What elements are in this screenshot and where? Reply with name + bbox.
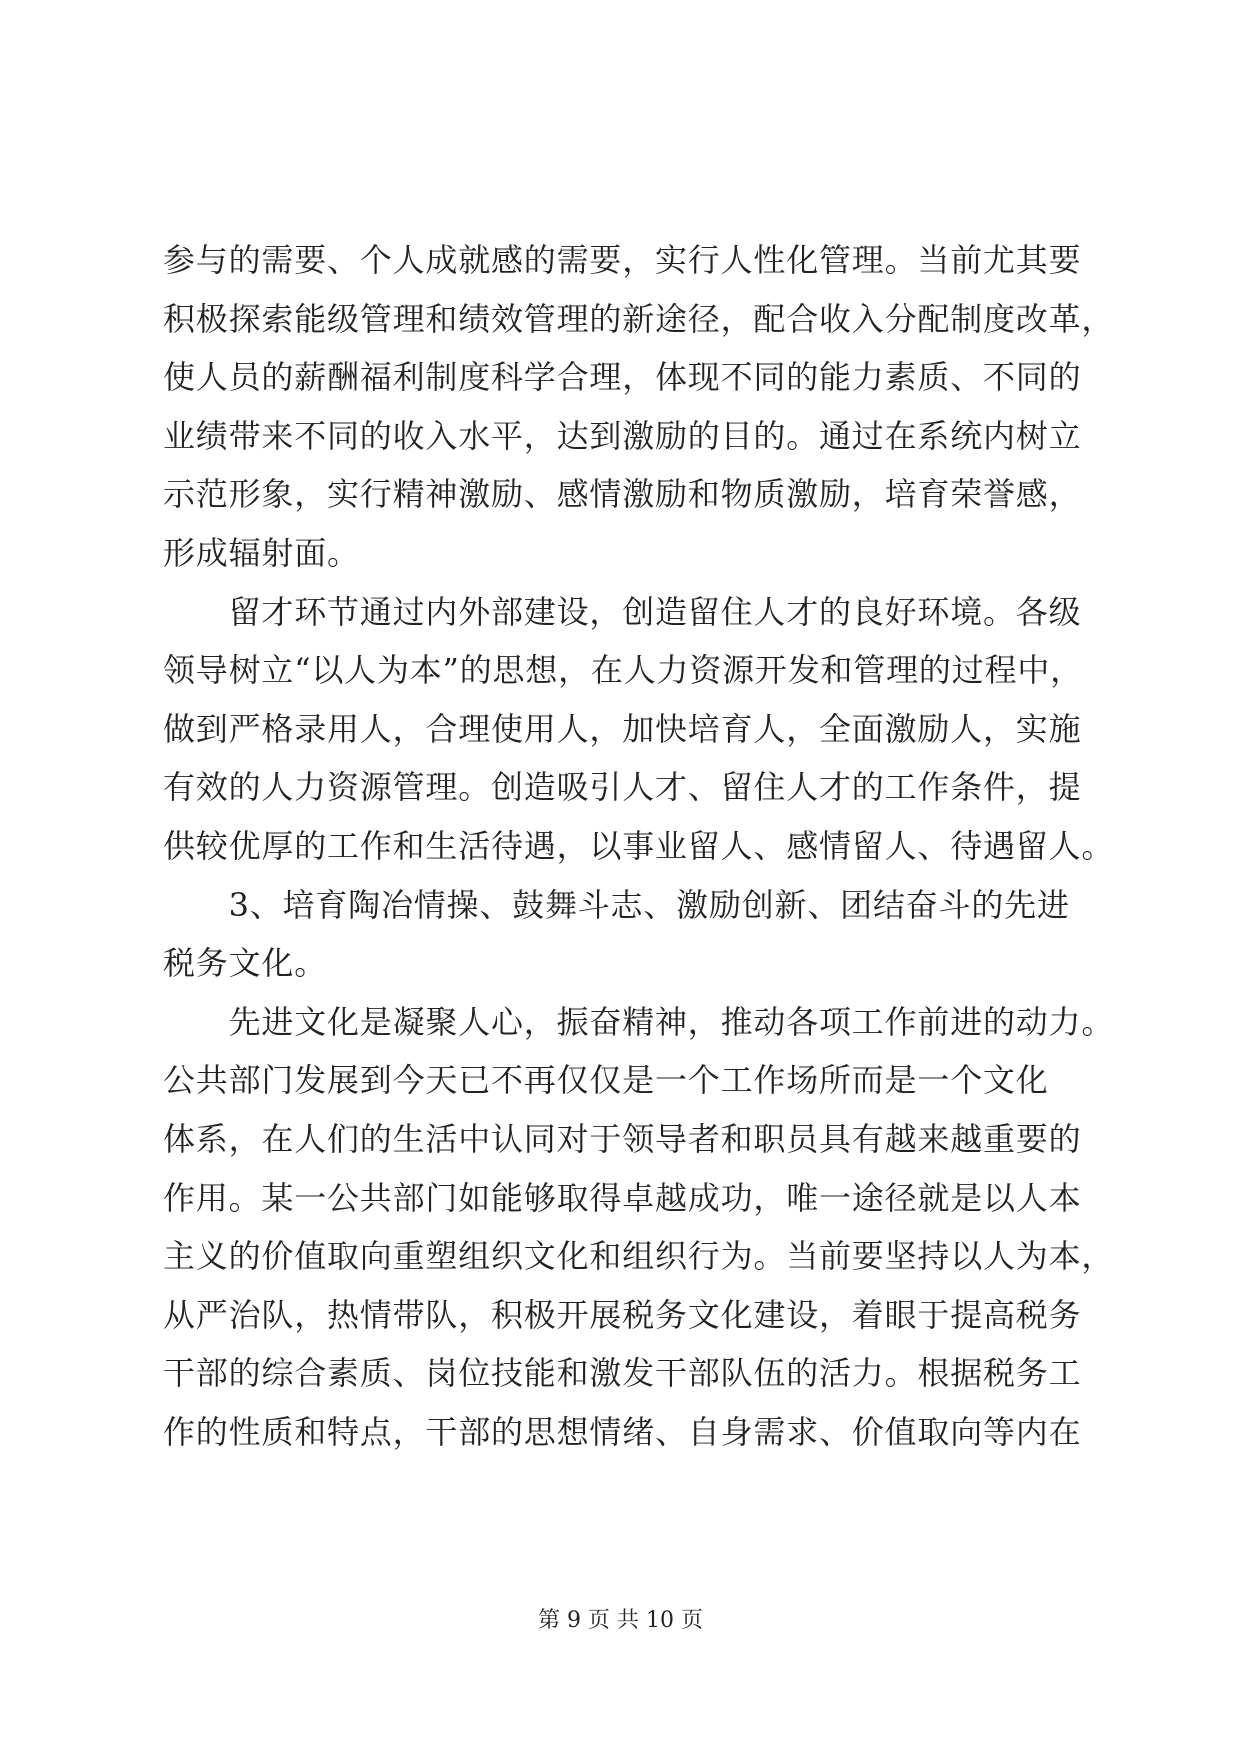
text-line: 有效的人力资源管理。创造吸引人才、留住人才的工作条件，提 [163,768,1082,807]
text-line: 参与的需要、个人成就感的需要，实行人性化管理。当前尤其要 [163,241,1082,279]
text-line: 先进文化是凝聚人心，振奋精神，推动各项工作前进的动力。 [163,1002,1115,1041]
text-line: 税务文化。 [163,944,328,983]
text-line: 供较优厚的工作和生活待遇，以事业留人、感情留人、待遇留人。 [163,826,1115,865]
page-number-footer: 第 9 页 共 10 页 [538,1608,703,1633]
text-line: 示范形象，实行精神激励、感情激励和物质激励，培育荣誉感， [163,475,1082,514]
text-line: 公共部门发展到今天已不再仅仅是一个工作场所而是一个文化 [163,1061,1049,1100]
text-line: 领导树立“以人为本”的思想，在人力资源开发和管理的过程中， [163,651,1083,690]
text-line: 留才环节通过内外部建设，创造留住人才的良好环境。各级 [163,592,1082,631]
text-line: 做到严格录用人，合理使用人，加快培育人，全面激励人，实施 [163,709,1082,748]
text-line: 使人员的薪酬福利制度科学合理，体现不同的能力素质、不同的 [163,358,1082,397]
text-line: 作的性质和特点，干部的思想情绪、自身需求、价值取向等内在 [163,1412,1082,1451]
text-line: 形成辐射面。 [163,533,360,572]
text-line: 积极探索能级管理和绩效管理的新途径，配合收入分配制度改革， [163,299,1115,338]
text-line: 主义的价值取向重塑组织文化和组织行为。当前要坚持以人为本， [163,1237,1115,1276]
text-line: 体系，在人们的生活中认同对于领导者和职员具有越来越重要的 [163,1119,1082,1158]
text-line: 3、培育陶冶情操、鼓舞斗志、激励创新、团结奋斗的先进 [163,885,1070,924]
text-line: 作用。某一公共部门如能够取得卓越成功，唯一途径就是以人本 [163,1178,1082,1217]
text-line: 从严治队，热情带队，积极开展税务文化建设，着眼于提高税务 [163,1295,1082,1334]
text-line: 干部的综合素质、岗位技能和激发干部队伍的活力。根据税务工 [163,1354,1082,1393]
text-line: 业绩带来不同的收入水平，达到激励的目的。通过在系统内树立 [163,416,1082,455]
body-text [163,231,1123,1461]
